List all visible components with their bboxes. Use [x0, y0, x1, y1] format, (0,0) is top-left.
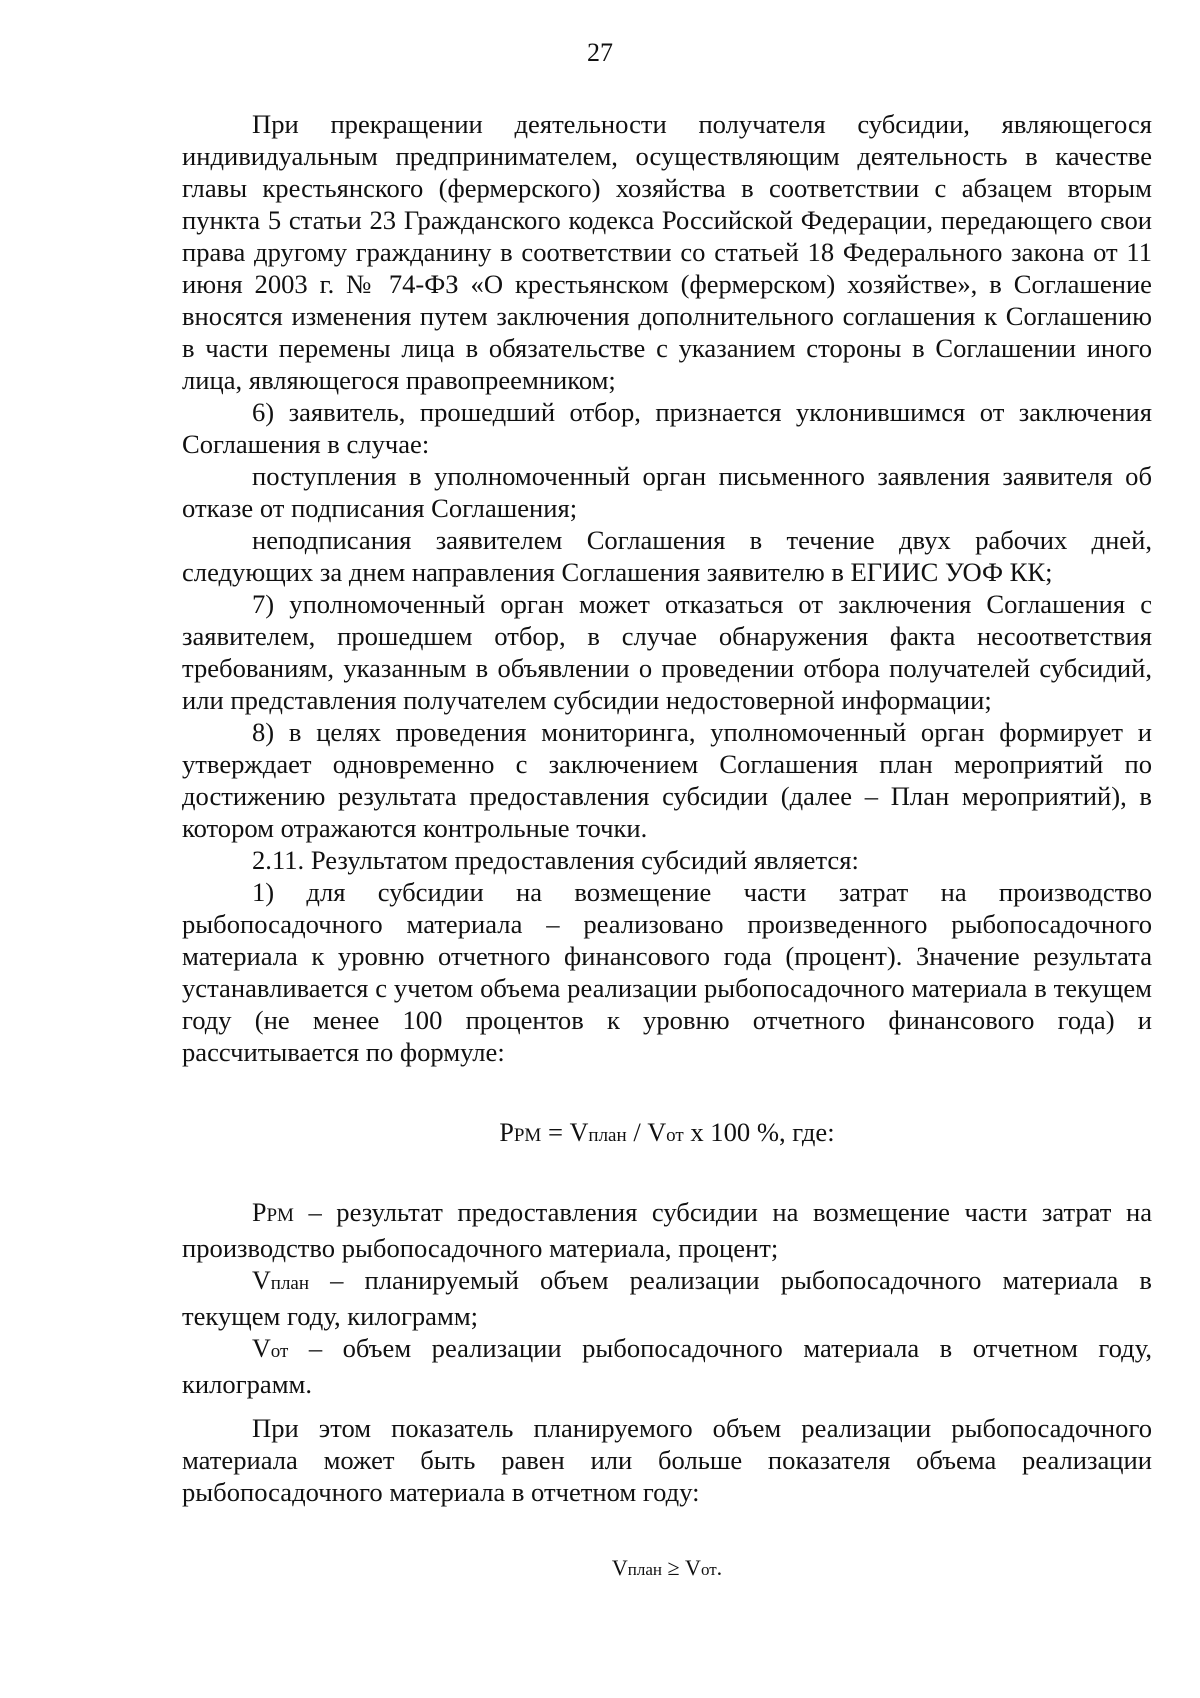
paragraph-not-signed: неподписания заявителем Соглашения в течение двух рабочих дней, следующих за днем направления Соглашения заявителю в ЕГИИС УОФ КК;: [182, 525, 1152, 587]
definition-v-ot: Vот – объем реализации рыбопосадочного материала в отчетном году, килограмм.: [182, 1333, 1152, 1399]
paragraph-condition: При этом показатель планируемого объем реализации рыбопосадочного материала может быть равен или больше показателя объема реализации рыбопосадочного материала в отчетном году:: [182, 1413, 1152, 1507]
definition-r: РРМ – результат предоставления субсидии на возмещение части затрат на производство рыбопосадочного материала, процент;: [182, 1197, 1152, 1263]
paragraph-item-6: 6) заявитель, прошедший отбор, признается уклонившимся от заключения Соглашения в случае:: [182, 397, 1152, 459]
document-body: [182, 108, 1152, 1586]
page-number: 27: [587, 38, 613, 67]
formula-condition: Vплан ≥ Vот.: [611, 1555, 723, 1580]
paragraph-refusal-statement: поступления в уполномоченный орган письменного заявления заявителя об отказе от подписания Соглашения;: [182, 461, 1152, 523]
definition-v-plan: Vплан – планируемый объем реализации рыбопосадочного материала в текущем году, килограмм;: [182, 1265, 1152, 1331]
formula-result: РРМ = Vплан / Vот х 100 %, где:: [499, 1117, 835, 1147]
paragraph-result-item-1: 1) для субсидии на возмещение части затрат на производство рыбопосадочного материала – реализовано произведенного рыбопосадочного материала к уровню отчетного финансового года (процент). Значение результата устанавливается с учетом объема реализации рыбопосадочного материала в текущем году (не менее 100 процентов к уровню отчетного финансового года) и рассчитывается по формуле:: [182, 877, 1152, 1067]
paragraph-succession: При прекращении деятельности получателя субсидии, являющегося индивидуальным предпринимателем, осуществляющим деятельность в качестве главы крестьянского (фермерского) хозяйства в соответствии с абзацем вторым пункта 5 статьи 23 Гражданского кодекса Российской Федерации, передающего свои права другому гражданину в соответствии со статьей 18 Федерального закона от 11 июня 2003 г. № 74-ФЗ «О крестьянском (фермерском) хозяйстве», в Соглашение вносятся изменения путем заключения дополнительного соглашения к Соглашению в части перемены лица в обязательстве с указанием стороны в Соглашении иного лица, являющегося правопреемником;: [182, 109, 1152, 395]
paragraph-item-7: 7) уполномоченный орган может отказаться от заключения Соглашения с заявителем, прошедшем отбор, в случае обнаружения факта несоответствия требованиям, указанным в объявлении о проведении отбора получателей субсидий, или представления получателем субсидии недостоверной информации;: [182, 589, 1152, 715]
paragraph-item-8: 8) в целях проведения мониторинга, уполномоченный орган формирует и утверждает одновременно с заключением Соглашения план мероприятий по достижению результата предоставления субсидии (далее – План мероприятий), в котором отражаются контрольные точки.: [182, 717, 1152, 843]
paragraph-section-2-11: 2.11. Результатом предоставления субсидий является:: [252, 845, 859, 875]
